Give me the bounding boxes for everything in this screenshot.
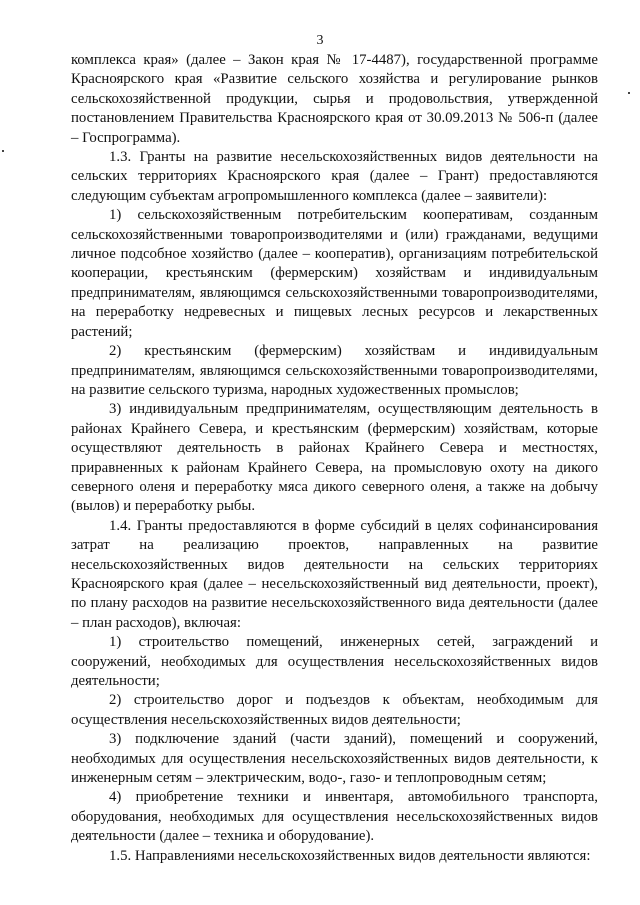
- list-item-1-4-2: 2) строительство дорог и подъездов к объектам, необходимым для осуществления несельскохозяйственных видов деятельности;: [71, 692, 598, 728]
- list-item-1-4-3: 3) подключение зданий (части зданий), помещений и сооружений, необходимых для осуществления несельскохозяйственных видов деятельности, к инженерным сетям – электрическим, водо-, газо- и теплопроводным сетям;: [71, 731, 598, 787]
- paragraph-1-4: 1.4. Гранты предоставляются в форме субсидий в целях софинансирования затрат на реализацию проектов, направленных на развитие несельскохозяйственных видов деятельности на сельских территориях Красноярского края (далее – несельскохозяйственный вид деятельности, проект), по плану расходов на развитие несельскохозяйственного вида деятельности (далее – план расходов), включая:: [71, 517, 598, 631]
- list-item-1-4-4: 4) приобретение техники и инвентаря, автомобильного транспорта, оборудования, необходимых для осуществления несельскохозяйственных видов деятельности (далее – техника и оборудование).: [71, 789, 598, 845]
- list-item-1-4-1: 1) строительство помещений, инженерных сетей, заграждений и сооружений, необходимых для осуществления несельскохозяйственных видов деятельности;: [71, 634, 598, 689]
- page-number: 3: [316, 33, 324, 48]
- paragraph-1-3: 1.3. Гранты на развитие несельскохозяйственных видов деятельности на сельских территориях Красноярского края (далее – Грант) предоставляются следующим субъектам агропромышленного комплекса (далее – заявители):: [71, 149, 598, 204]
- document-body: [71, 51, 598, 866]
- paragraph-1-5: 1.5. Направлениями несельскохозяйственных видов деятельности являются:: [109, 847, 591, 864]
- list-item-1-3-2: 2) крестьянским (фермерским) хозяйствам и индивидуальным предпринимателям, являющимся сельскохозяйственными товаропроизводителями, на развитие сельского туризма, народных художественных промыслов;: [71, 343, 598, 398]
- paragraph-law-reference: комплекса края» (далее – Закон края № 17-4487), государственной программе Красноярского края «Развитие сельского хозяйства и регулирование рынков сельскохозяйственной продукции, сырья и продовольствия, утвержденной постановлением Правительства Красноярского края от 30.09.2013 № 506-п (далее – Госпрограмма).: [71, 52, 598, 146]
- list-item-1-3-3: 3) индивидуальным предпринимателям, осуществляющим деятельность в районах Крайнего Севера, и крестьянским (фермерским) хозяйствам, которые осуществляют деятельность в районах Крайнего Севера и местностях, приравненных к районам Крайнего Севера, на промысловую охоту на дикого северного оленя и переработку мяса дикого северного оленя, а также на добычу (вылов) и переработку рыбы.: [71, 401, 598, 515]
- scan-artifact-right: [628, 92, 630, 94]
- scan-artifact-left: [2, 150, 4, 152]
- list-item-1-3-1: 1) сельскохозяйственным потребительским кооперативам, созданным сельскохозяйственными товаропроизводителями и (или) гражданами, ведущими личное подсобное хозяйство (далее – кооператив), организациям потребительской кооперации, крестьянским (фермерским) хозяйствам и индивидуальным предпринимателям, являющимся сельскохозяйственными товаропроизводителями, на переработку недревесных и пищевых лесных ресурсов и лекарственных растений;: [71, 207, 598, 340]
